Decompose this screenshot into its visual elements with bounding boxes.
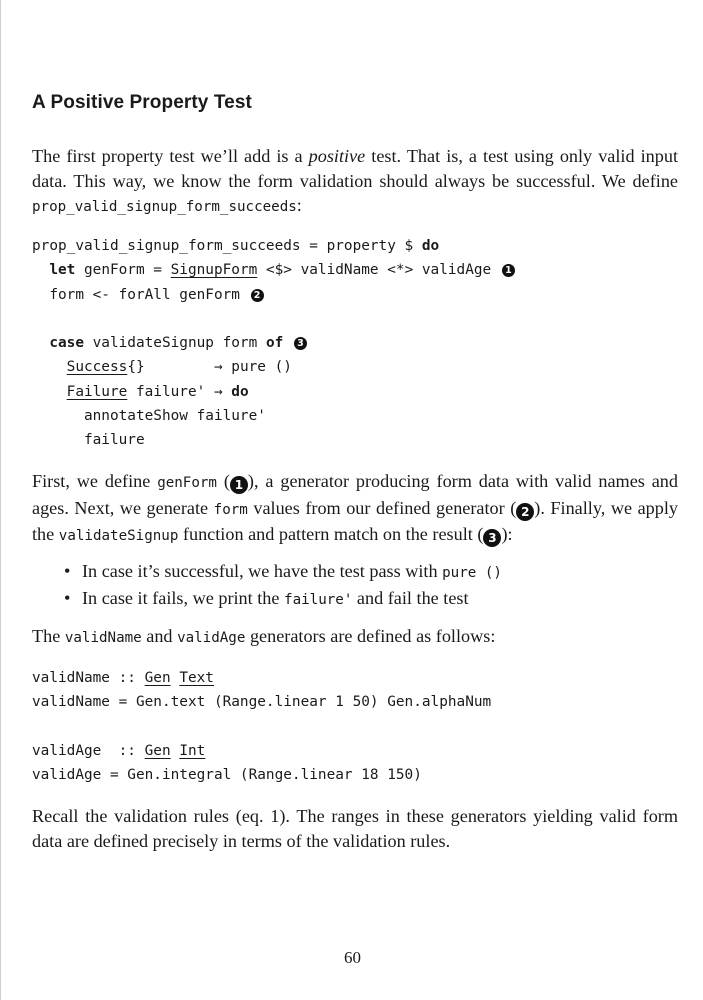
code-line: prop_valid_signup_form_succeeds = property $ do	[32, 238, 440, 254]
code-line: Failure failure' → do	[66, 383, 249, 400]
callout-1-icon: 1	[230, 476, 248, 494]
code-line: Success{} → pure ()	[66, 359, 292, 376]
list-item: • In case it’s successful, we have the test pass with pure ()	[64, 559, 502, 586]
explanation-paragraph: First, we define genForm ( 1 ), a generator producing form data with valid names and ages. Next, we generate form values from our defined generator ( 2 ). Finally, we apply the validateSignup function and pattern match on the result ( 3 ):	[32, 471, 678, 545]
inline-code: prop_valid_signup_form_succeeds	[32, 199, 297, 215]
recall-paragraph: Recall the validation rules (eq. 1). The ranges in these generators yielding valid form data are defined precisely in terms of the validation rules.	[32, 806, 678, 851]
intro-paragraph: The first property test we’ll add is a positive test. That is, a test using only valid input data. This way, we know the form validation should always be successful. We define prop_valid_signup_form_succeeds:	[32, 146, 678, 215]
code-block-validage	[32, 739, 422, 788]
callout-3-icon: 3	[294, 337, 307, 350]
code-line: case validateSignup form of 3	[32, 331, 515, 355]
code-line: let genForm = SignupForm <$> validName <*> validAge 1	[32, 258, 515, 282]
code-block-validname	[32, 666, 491, 715]
code-line: validName = Gen.text (Range.linear 1 50) Gen.alphaNum	[32, 694, 492, 711]
bullet-list	[64, 559, 502, 612]
callout-1-icon: 1	[502, 264, 515, 277]
code-line: annotateShow failure'	[83, 408, 266, 425]
code-block-property	[32, 234, 515, 453]
generators-paragraph: The validName and validAge generators are defined as follows:	[32, 626, 496, 646]
code-line: validAge :: Gen Int	[32, 743, 206, 759]
code-line: validName :: Gen Text	[32, 670, 214, 686]
section-heading: A Positive Property Test	[32, 92, 252, 113]
callout-2-icon: 2	[251, 289, 264, 302]
callout-2-icon: 2	[516, 503, 534, 521]
list-item: • In case it fails, we print the failure' and fail the test	[64, 586, 502, 613]
page-number: 60	[344, 948, 361, 967]
code-line-blank	[32, 307, 515, 331]
callout-3-icon: 3	[483, 529, 501, 547]
code-line: validAge = Gen.integral (Range.linear 18 150)	[32, 767, 422, 784]
code-line: form <- forAll genForm 2	[32, 283, 515, 307]
emphasis-positive: positive	[308, 146, 366, 166]
code-line: failure	[83, 432, 145, 449]
